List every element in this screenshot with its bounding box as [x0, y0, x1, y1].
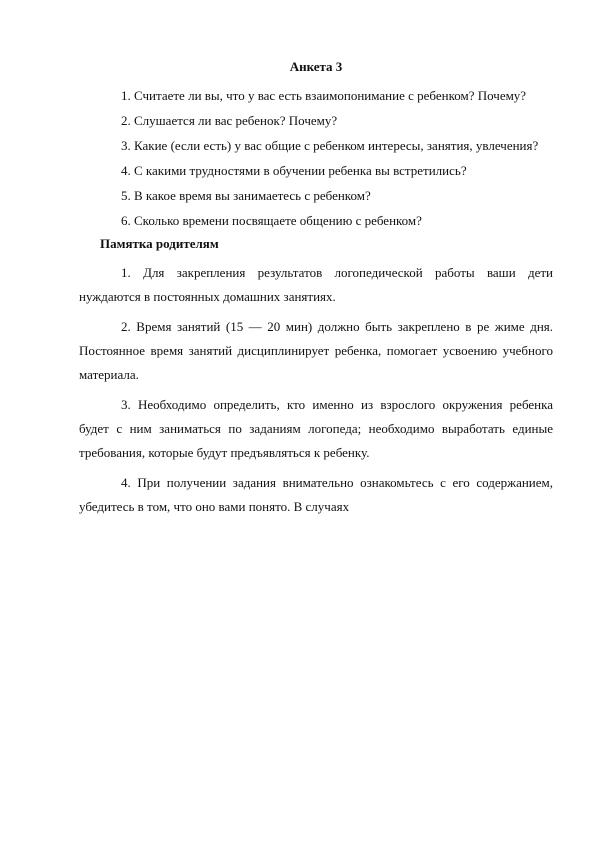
document-content: [79, 58, 553, 525]
question-text: В какое время вы занимаетесь с ребенком?: [134, 188, 371, 203]
question-number: 4.: [121, 163, 131, 178]
memo-item-number: 1.: [121, 265, 131, 280]
question-number: 5.: [121, 188, 131, 203]
question-number: 1.: [121, 88, 131, 103]
question-item: [79, 135, 553, 156]
question-text: Какие (если есть) у вас общие с ребенком интересы, занятия, увлечения?: [134, 138, 539, 153]
memo-title: Памятка родителям: [100, 236, 219, 251]
memo-item-text: При получении задания внимательно ознакомьтесь с его содержанием, убедитесь в том, что оно вами понято. В случаях: [79, 475, 554, 514]
memo-item: [79, 261, 553, 309]
question-number: 2.: [121, 113, 131, 128]
memo-item: [79, 393, 553, 465]
question-number: 3.: [121, 138, 131, 153]
question-item: [79, 210, 553, 231]
memo-item-number: 4.: [121, 475, 131, 490]
question-text: Слушается ли вас ребенок? Почему?: [134, 113, 338, 128]
questionnaire-title: Анкета 3: [289, 59, 343, 74]
question-number: 6.: [121, 213, 131, 228]
question-text: С какими трудностями в обучении ребенка вы встретились?: [134, 163, 467, 178]
memo-item: [79, 471, 553, 519]
memo-item-text: Для закрепления результатов логопедической работы ваши дети нуждаются в постоянных домашних занятиях.: [79, 265, 553, 304]
memo-item-text: Время занятий (15 — 20 мин) должно быть закреплено в ре жиме дня. Постоянное время занятий дисциплинирует ребенка, помогает усвоению учебного материала.: [79, 319, 554, 382]
question-item: [79, 110, 553, 131]
memo-item: [79, 315, 553, 387]
question-item: [79, 185, 553, 206]
question-item: [79, 85, 553, 106]
question-item: [79, 160, 553, 181]
question-text: Считаете ли вы, что у вас есть взаимопонимание с ребенком? Почему?: [134, 88, 527, 103]
memo-item-number: 2.: [121, 319, 131, 334]
question-text: Сколько времени посвящаете общению с ребенком?: [134, 213, 422, 228]
memo-item-text: Необходимо определить, кто именно из взрослого окружения ребенка будет с ним заниматься по заданиям логопеда; необходимо выработать единые требования, которые будут предъявляться к ребенку.: [79, 397, 554, 460]
memo-item-number: 3.: [121, 397, 131, 412]
